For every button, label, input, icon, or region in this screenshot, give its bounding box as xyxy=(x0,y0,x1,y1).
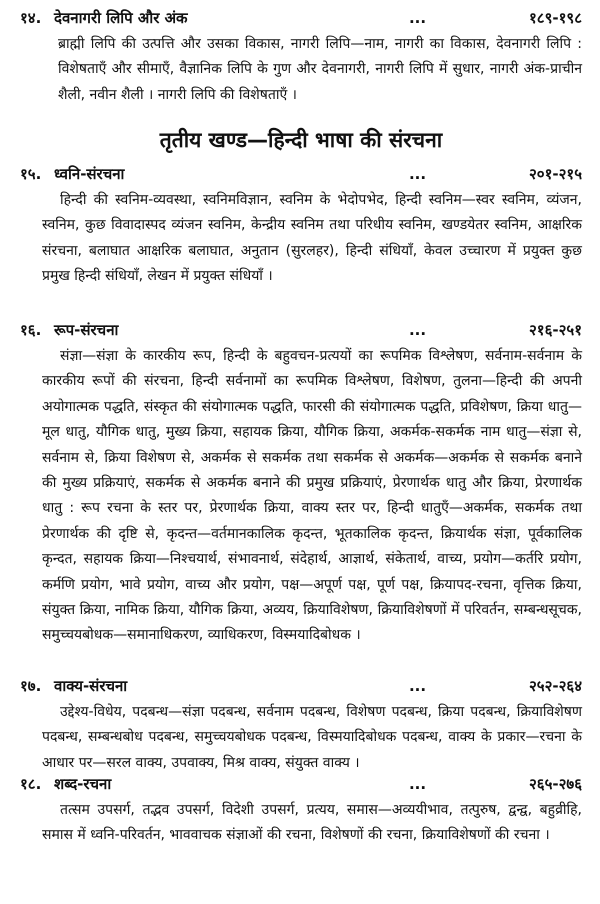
entry-leader: ... xyxy=(408,165,427,183)
entry-number: १६. xyxy=(20,321,42,339)
entry-leader: ... xyxy=(408,775,427,793)
entry-title: वाक्य-संरचना xyxy=(54,677,128,695)
entry-number: १७. xyxy=(20,677,42,695)
section-heading: तृतीय खण्ड—हिन्दी भाषा की संरचना xyxy=(159,128,443,152)
entry-page-range: १८९-१९८ xyxy=(528,9,582,27)
entry-number: १४. xyxy=(20,9,42,27)
entry-leader: ... xyxy=(408,9,427,27)
entry-heading xyxy=(20,162,582,186)
entry-heading xyxy=(20,772,582,796)
entry-title: शब्द-रचना xyxy=(54,775,112,793)
entry-description: उद्देश्य-विधेय, पदबन्ध—संज्ञा पदबन्ध, सर्वनाम पदबन्ध, विशेषण पदबन्ध, क्रिया पदबन्ध, क्रियाविशेषण पदबन्ध, सम्बन्धबोध पदबन्ध, समुच्चयबोधक पदबन्ध, विस्मयादिबोधक पदबन्ध, वाक्य के प्रकार—रचना के आधार पर—सरल वाक्य, उपवाक्य, मिश्र वाक्य, संयुक्त वाक्य । xyxy=(42,704,582,771)
entry-heading xyxy=(20,6,582,30)
toc-entry-16 xyxy=(20,318,582,674)
entry-page-range: २१६-२५१ xyxy=(528,321,582,339)
toc-entry-17 xyxy=(20,674,582,772)
entry-number: १८. xyxy=(20,775,42,793)
entry-title: ध्वनि-संरचना xyxy=(54,165,125,183)
toc-entry-18 xyxy=(20,772,582,882)
toc-entry-15 xyxy=(20,162,582,318)
entry-description: हिन्दी की स्वनिम-व्यवस्था, स्वनिमविज्ञान, स्वनिम के भेदोपभेद, हिन्दी स्वनिम—स्वर स्वनिम, व्यंजन, स्वनिम, कुछ विवादास्पद व्यंजन स्वनिम, केन्द्रीय स्वनिम तथा परिधीय स्वनिम, खण्डयेतर स्वनिम, आक्षरिक संरचना, बलाघात आक्षरिक बलाघात, अनुतान (सुरलहर), हिन्दी संधियाँ, केवल उच्चारण में प्रयुक्त कुछ प्रमुख हिन्दी संधियाँ, लेखन में प्रयुक्त संधियाँ । xyxy=(42,192,582,285)
entry-page-range: २६५-२७६ xyxy=(528,775,582,793)
entry-heading xyxy=(20,674,582,698)
entry-title: देवनागरी लिपि और अंक xyxy=(54,9,188,27)
entry-description: ब्राह्मी लिपि की उत्पत्ति और उसका विकास, नागरी लिपि—नाम, नागरी का विकास, देवनागरी लिपि : विशेषताएँ और सीमाएँ, वैज्ञानिक लिपि के गुण और देवनागरी, नागरी लिपि में सुधार, नागरी अंक-प्राचीन शैली, नवीन शैली । नागरी लिपि की विशेषताएँ । xyxy=(58,36,582,103)
entry-leader: ... xyxy=(408,677,427,695)
entry-page-range: २०१-२१५ xyxy=(528,165,582,183)
toc-entry-14 xyxy=(20,6,582,118)
entry-title: रूप-संरचना xyxy=(54,321,119,339)
entry-leader: ... xyxy=(408,321,427,339)
entry-number: १५. xyxy=(20,165,42,183)
entry-description: तत्सम उपसर्ग, तद्भव उपसर्ग, विदेशी उपसर्ग, प्रत्यय, समास—अव्ययीभाव, तत्पुरुष, द्वन्द्व, बहुव्रीहि, समास में ध्वनि-परिवर्तन, भाववाचक संज्ञाओं की रचना, विशेषणों की रचना, क्रियाविशेषणों की रचना । xyxy=(42,802,582,844)
entry-page-range: २५२-२६४ xyxy=(528,677,582,695)
entry-description: संज्ञा—संज्ञा के कारकीय रूप, हिन्दी के बहुवचन-प्रत्ययों का रूपमिक विश्लेषण, सर्वनाम-सर्वनाम के कारकीय रूपों की संरचना, हिन्दी सर्वनामों का रूपमिक विश्लेषण, विशेषण, तुलना—हिन्दी की अपनी अयोगात्मक पद्धति, संस्कृत की संयोगात्मक पद्धति, फारसी की संयोगात्मक पद्धति, प्रविशेषण, क्रिया धातु—मूल धातु, यौगिक धातु, मुख्य क्रिया, सहायक क्रिया, यौगिक क्रिया, अकर्मक-सकर्मक नाम धातु—संज्ञा से, सर्वनाम से, क्रिया विशेषण से, अकर्मक से सकर्मक तथा सकर्मक से अकर्मक—अकर्मक से सकर्मक बनाने की मुख्य प्रक्रियाएं, सकर्मक से अकर्मक बनाने की प्रमुख प्रक्रियाएं, प्रेरणार्थक धातु और क्रिया, प्रेरणार्थक धातु : रूप रचना के स्तर पर, प्रेरणार्थक क्रिया, वाक्य स्तर पर, हिन्दी धातुएँ—अकर्मक, सकर्मक तथा प्रेरणार्थक की दृष्टि से, कृदन्त—वर्तमानकालिक कृदन्त, भूतकालिक कृदन्त, क्रियार्थक संज्ञा, पूर्वकालिक कृन्दत, सहायक क्रिया—निश्चयार्थ, संभावनार्थ, संदेहार्थ, आज्ञार्थ, संकेतार्थ, वाच्य, प्रयोग—कर्तरि प्रयोग, कर्मणि प्रयोग, भावे प्रयोग, वाच्य और प्रयोग, पक्ष—अपूर्ण पक्ष, पूर्ण पक्ष, क्रियापद-रचना, वृत्तिक क्रिया, संयुक्त क्रिया, नामिक क्रिया, यौगिक क्रिया, अव्यय, क्रियाविशेषण, क्रियाविशेषणों में परिवर्तन, सम्बन्धसूचक, समुच्चयबोधक—समानाधिकरण, व्याधिकरण, विस्मयादिबोधक । xyxy=(42,348,582,644)
entry-heading xyxy=(20,318,582,342)
